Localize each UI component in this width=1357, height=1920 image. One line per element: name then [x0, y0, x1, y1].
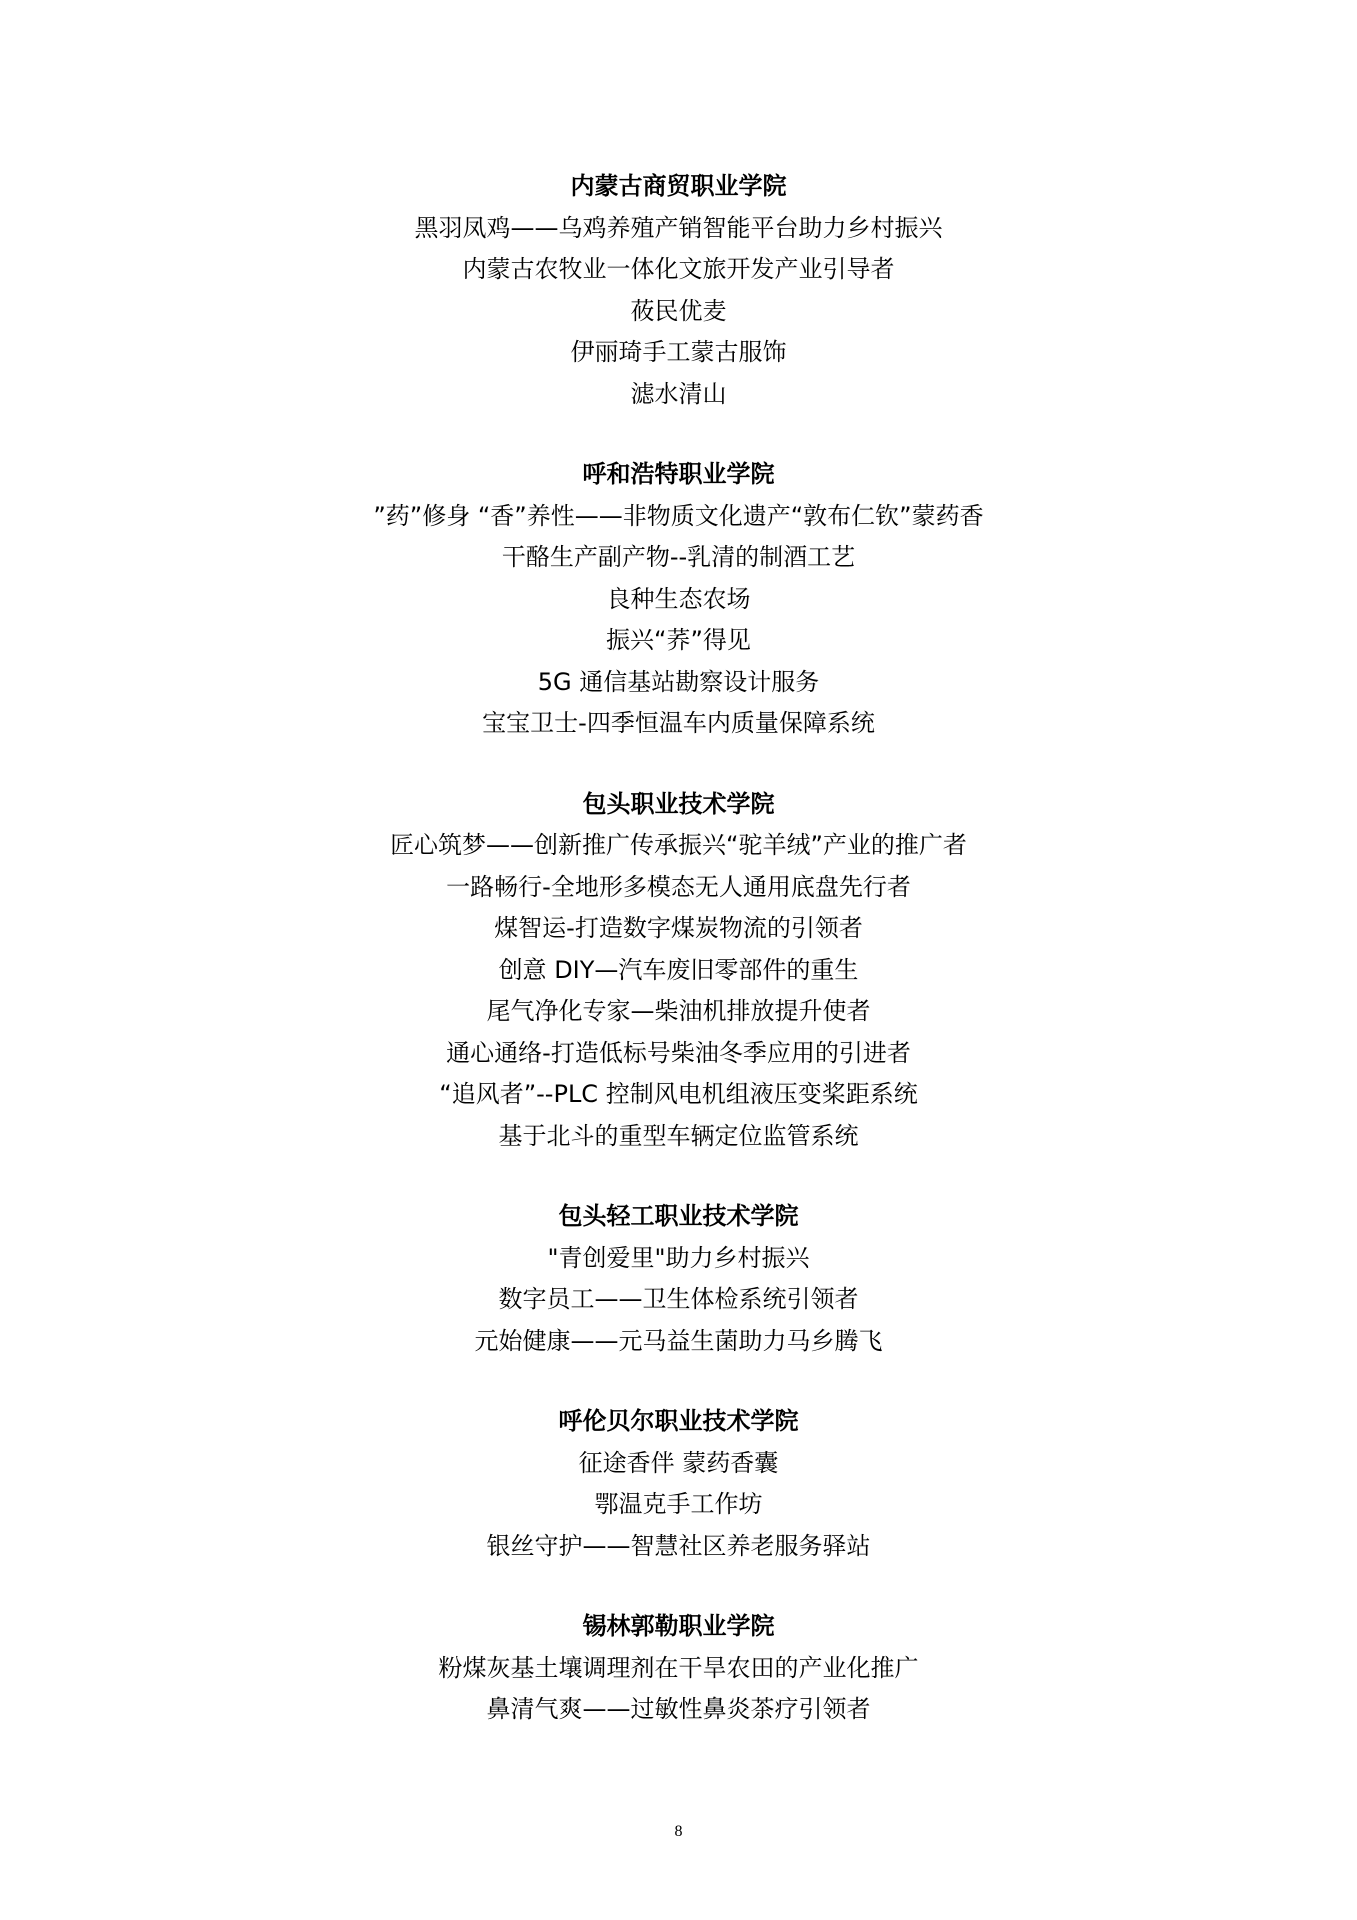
project-entry: “追风者”--PLC 控制风电机组液压变桨距系统 — [439, 1080, 918, 1108]
project-entry: 基于北斗的重型车辆定位监管系统 — [498, 1121, 859, 1150]
section-title: 包头轻工职业技术学院 — [558, 1202, 799, 1230]
section-title: 呼和浩特职业学院 — [582, 460, 775, 488]
project-entry: ”药”修身 “香”养性——非物质文化遗产“敦布仁钦”蒙药香 — [373, 501, 984, 530]
project-entry: 滤水清山 — [630, 379, 727, 408]
project-entry: 莜民优麦 — [630, 296, 727, 325]
project-entry: 黑羽凤鸡——乌鸡养殖产销智能平台助力乡村振兴 — [414, 213, 943, 242]
section-baotou-vocational-technical — [0, 784, 1357, 1158]
project-entry: 伊丽琦手工蒙古服饰 — [570, 338, 787, 366]
section-hohhot-vocational — [0, 454, 1357, 745]
project-entry: 征途香伴 蒙药香囊 — [578, 1448, 779, 1477]
project-entry: 通心通络-打造低标号柴油冬季应用的引进者 — [446, 1038, 911, 1067]
project-entry: 尾气净化专家—柴油机排放提升使者 — [486, 997, 871, 1025]
section-title: 内蒙古商贸职业学院 — [570, 172, 787, 200]
page-number: 8 — [674, 1823, 683, 1840]
project-entry: 煤智运-打造数字煤炭物流的引领者 — [494, 914, 863, 942]
project-entry: 宝宝卫士-四季恒温车内质量保障系统 — [482, 709, 875, 737]
project-entry: "青创爱里"助力乡村振兴 — [547, 1243, 810, 1272]
section-title: 锡林郭勒职业学院 — [582, 1612, 775, 1640]
project-entry: 元始健康——元马益生菌助力马乡腾飞 — [474, 1326, 883, 1355]
project-entry: 银丝守护——智慧社区养老服务驿站 — [486, 1531, 871, 1560]
section-xilingol-vocational — [0, 1606, 1357, 1731]
project-entry: 5G 通信基站勘察设计服务 — [537, 667, 820, 696]
project-entry: 鼻清气爽——过敏性鼻炎茶疗引领者 — [486, 1695, 871, 1723]
project-entry: 鄂温克手工作坊 — [594, 1490, 763, 1518]
section-title: 呼伦贝尔职业技术学院 — [558, 1407, 799, 1435]
project-entry: 干酪生产副产物--乳清的制酒工艺 — [501, 543, 856, 571]
project-entry: 良种生态农场 — [606, 584, 751, 613]
section-baotou-light-industry — [0, 1196, 1357, 1362]
section-hulunbuir-vocational-technical — [0, 1401, 1357, 1567]
section-inner-mongolia-business-trade — [0, 166, 1357, 415]
project-entry: 匠心筑梦——创新推广传承振兴“驼羊绒”产业的推广者 — [390, 831, 967, 859]
project-entry: 内蒙古农牧业一体化文旅开发产业引导者 — [462, 255, 895, 283]
section-title: 包头职业技术学院 — [582, 789, 775, 818]
project-entry: 振兴“荞”得见 — [606, 626, 751, 654]
project-entry: 创意 DIY—汽车废旧零部件的重生 — [498, 955, 859, 984]
project-entry: 粉煤灰基土壤调理剂在干旱农田的产业化推广 — [438, 1653, 919, 1682]
project-entry: 一路畅行-全地形多模态无人通用底盘先行者 — [446, 872, 911, 901]
document-body — [0, 166, 1357, 1770]
project-entry: 数字员工——卫生体检系统引领者 — [498, 1285, 859, 1313]
